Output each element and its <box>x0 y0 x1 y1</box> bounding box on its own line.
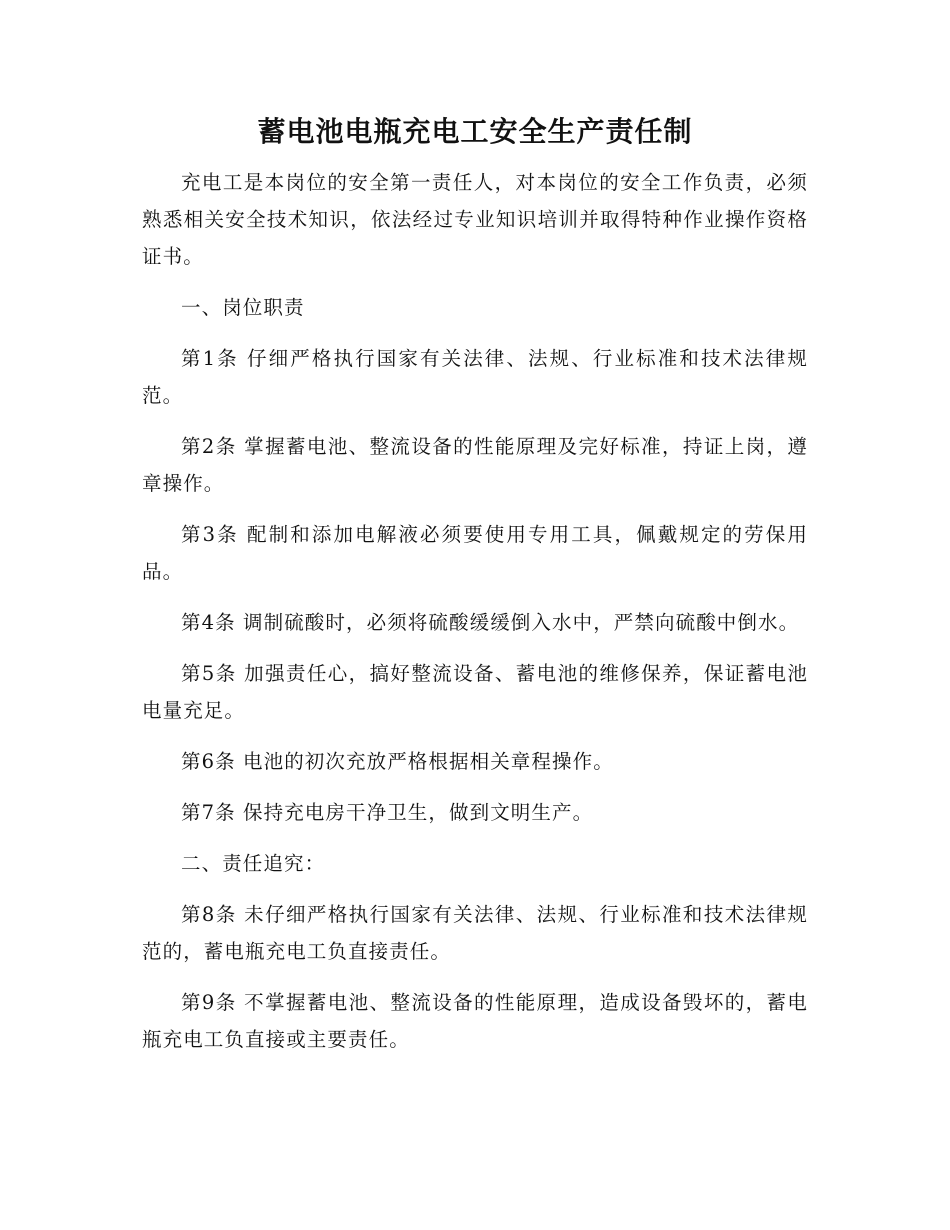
section-heading-accountability: 二、责任追究： <box>181 852 326 875</box>
article-1: 第1条 仔细严格执行国家有关法律、法规、行业标准和技术法律规范。 <box>142 347 808 407</box>
document-title: 蓄电池电瓶充电工安全生产责任制 <box>257 115 693 148</box>
article-3: 第3条 配制和添加电解液必须要使用专用工具，佩戴规定的劳保用品。 <box>142 523 808 583</box>
article-2: 第2条 掌握蓄电池、整流设备的性能原理及完好标准，持证上岗，遵章操作。 <box>142 435 808 495</box>
article-4: 第4条 调制硫酸时，必须将硫酸缓缓倒入水中，严禁向硫酸中倒水。 <box>181 611 800 634</box>
article-7: 第7条 保持充电房干净卫生，做到文明生产。 <box>181 801 594 824</box>
section-heading-duties: 一、岗位职责 <box>181 296 305 319</box>
article-5: 第5条 加强责任心，搞好整流设备、蓄电池的维修保养，保证蓄电池电量充足。 <box>142 662 808 722</box>
article-9: 第9条 不掌握蓄电池、整流设备的性能原理，造成设备毁坏的，蓄电瓶充电工负直接或主要责任。 <box>142 991 808 1051</box>
article-8: 第8条 未仔细严格执行国家有关法律、法规、行业标准和技术法律规范的，蓄电瓶充电工负直接责任。 <box>142 903 808 963</box>
article-6: 第6条 电池的初次充放严格根据相关章程操作。 <box>181 750 614 773</box>
intro-paragraph: 充电工是本岗位的安全第一责任人，对本岗位的安全工作负责，必须熟悉相关安全技术知识，依法经过专业知识培训并取得特种作业操作资格证书。 <box>142 171 808 268</box>
document-body <box>142 164 808 1058</box>
